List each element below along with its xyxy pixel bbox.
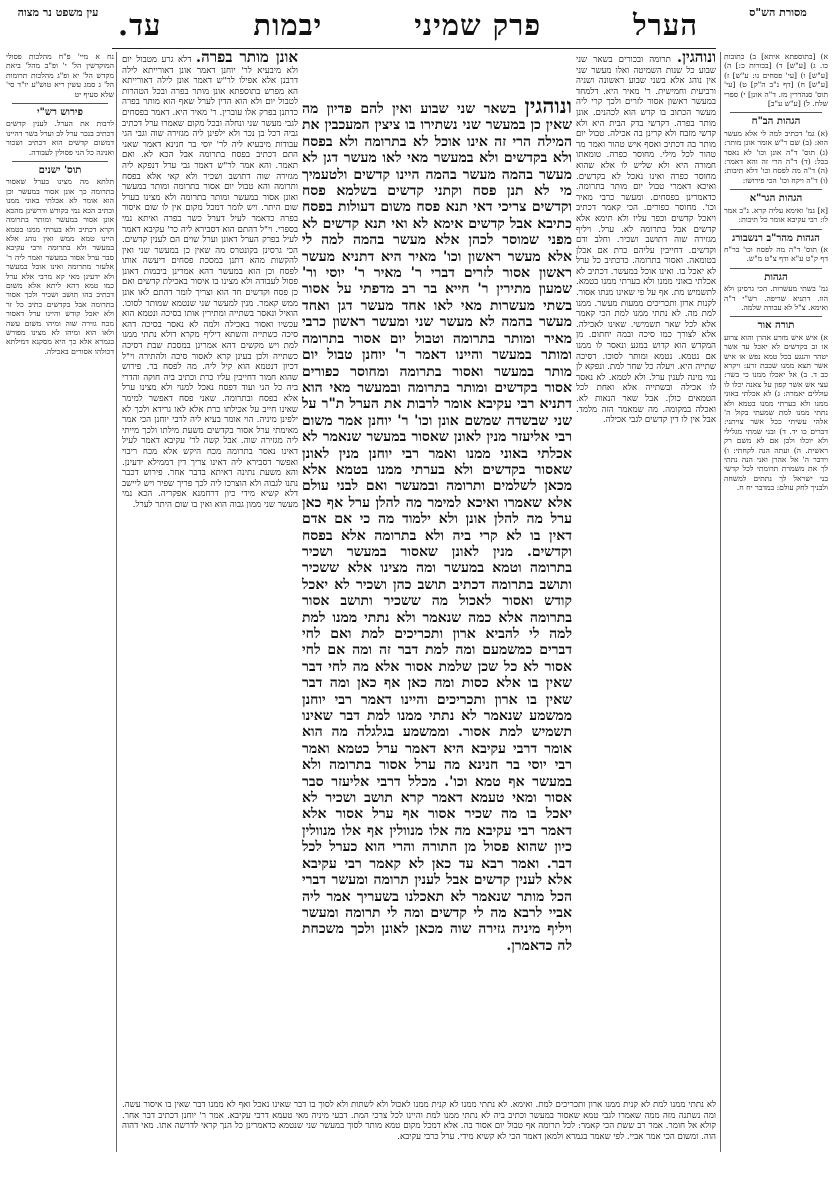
gemara-body: בשאר שני שבוע ואין להם פדיון מה שאין כן במעשר שני נשתירו בו ציצין המעכבין את המילה הרי זה אינו אוכל לא בתרומה ולא בפסח ולא בקדשים ולא במעשר מאי לאו מעשר דגן לא מעשר בהמה מעשר בהמה היינו קדשים ולטעמיך מי לא תנן פסח וקתני קדשים בשלמא פסח וקדשים צריכי דאי תנא פסח משום דעולות בפסח כתיבא אבל קדשים אימא לא ואי תנא קדשים לא מפני שמוסר לכהן אלא מעשר בהמה למה לי אלא מעשר ראשון וכו' מאיר היא דתניא מעשר ראשון אסור לזרים דברי ר' מאיר ר' יוסי ור' שמעון מתירין ר' חייא בר רב מדפתי על אסור בשתי מעשרות מאי לאו אחד מעשר דגן ואחד מעשר בהמה לא מעשר שני ומעשר ראשון כרבי מאיר ומותר בתרומה וטבול יום אסור בתרומה ומותר במעשר והיינו דאמר ר' יוחנן טבול יום מותר במעשר ואסור בתרומה ומחוסר כפורים אסור בקדשים ומותר בתרומה ובמעשר מאי הוא דתניא רבי עקיבא אומר לרבות את הערל ת"ר על שני שבשדה שמשם אונן וכו' ר' יוחנן אמר משום רבי אליעזר מנין לאונן שאסור במעשר שנאמר לא אכלתי באוני ממנו ואמר רבי יוחנן מנין לאונן שאסור בקדשים ולא בערתי ממנו בטמא אלא מכאן לשלמים ותרומה ובמעשר ואם לבני עולם אלא שאמרו ואיכא למימר מה להלן ערל אף כאן ערל מה להלן אונן ולא ילמוד מה כי אם אדם דאין בו לא קרי ביה ולא בתרומה אלא בפסח וקדשים. מנין לאונן שאסור במעשר ושכיר בתרומה וטמא במעשר ומה מצינו אלא ששכיר ותושב בתרומה דכתיב תושב כהן ושכיר לא יאכל קודש ואסור לאכול מה ששכיר ותושב אסור בתרומה אלא כמה שנאמר ולא נתתי ממנו למת למה לי להביא ארון ותכריכים למת ואם לחי דברים כמשמעם ומה למת דבר זה ומה אם לחי אסור לא כל שכן שלמת אסור אלא מה לחי דבר שאין בו אלא כסות ומה כאן אף כאן ומה דבר שאין בו ארון ותכריכים והיינו דאמר רבי יוחנן ממשמע שנאמר לא נתתי ממנו למת דבר שאינו תשמיש למת אסור. וממשמע בגלגלה מה הוא אומר דרבי עקיבא היא דאמר ערל כטמא ואמר רבי יוסי בר חנינא מה ערל אסור בתרומה ולא במעשר אף טמא וכו'. מכלל דרבי אליעזר סבר אסור ומאי טעמא דאמר קרא תושב ושכיר לא יאכל בו מה שכיר אסור אף ערל אסור אלא דאמר רבי עקיבא מה אלו מנוולין אף אלו מנוולין כיון שהוא פסול מן התורה והרי הוא כערל לכל דבר. [302, 101, 572, 872]
tosafot-mid: מה לפסח בר. פירוש שהוא חמור דחייבין עליו כרת וכתיב ביה חוקה והדרי ביה כל הני ועוד דפסח נאכל למנוי ולא מצינו ערל אלא בפסח ובתרומה. שאני פסח דאפשר למימר שאינו חייב על אכילתו כרת אלא לאו גרידא ולכך לא ילפינן מיניה. הוי אומר בעיא ליה לרבי יוחנן הכי אמר מאימתי ערל אסור בקדשים משעת מילתו ולכך מייתי ליה מגזירה שוה. אבל קשה לר' עקיבא דאמר לעיל דאינו נאסר בתרומה מכח היקש אלא מכח ריבוי ואפשר דסבירא ליה דאינו צריך דין דממילא ידעינן. [122, 362, 298, 468]
rashi-column [576, 52, 716, 1097]
divider [730, 268, 822, 269]
masoret-notes: א) [בתוספתא איתא] ב) כתובות כו. ג) [ע"ש] ד) [בכורות כ:] ה) [ע"ש] ו) [עי' פסחים נו: ע"ש] ז) [ע"ש] ח) [דף נ"ב ה"ק] ט) [עי' תוס' סנהדרין מז. ד"ה אונן] י) ספרי שלח. ל) [ע"ש ע"ב] [724, 52, 828, 109]
left-margin-column [6, 52, 114, 1072]
gemara-closing-lead: ואמר רבא [481, 855, 540, 872]
column-divider [720, 52, 721, 1152]
rashi-body: תרומה ובכורים בשאר שני שבוע כל שנות השמיטה ואלו מעשר שני אין נוהג אלא בשני שבוע ראשונה ושניה ורביעית וחמישית. ר' מאיר היא. דלמחד במעשר ראשון אסור לזרים ולכך קרי ליה מעשר הכתוב בו קדש הוא לכהנים. אונן מותר בפרה. דקדשי בדק הבית היא ולא קדשי מזבח ולא קרינן בה אכילה. טבול יום מותר בה דכתיב ואסף איש טהור ואמר מר טהור לכל מילי. מחוסר כפרה. טומאתו חמורה היא ולא שליש לו אלא שהוא מחוסר כפרה ואינו נאכל לא בקדשים. ואיכא דאמרי טבול יום מותר בתרומה. כדאמרינן בפסחים. ומעשר כרבי מאיר וכו'. מחוסר כפורים. הכי קאמר דכתיב ויאכל קדשים וכפר עליו ולא תימא אלא קדשים אבל בתרומה לא. ערל. ויליף מגזירה שוה דתושב ושכיר. וחלב ודם וקדשים. דחייבין עליהם כרת אם אכלן בטומאה. ואסור בתרומה. כדכתיב כל ערל לא יאכל בו. ואינו אוכל במעשר. דכתיב לא אכלתי באוני ממנו ולא בערתי ממנו בטמא. לתשמיש מת. אף על פי שאינו מנתו אסור. לקנות ארון ותכריכים ממעות מעשר. ממנו למת מה. לא נתתי ממנו למת הכי קאמר אלא לכל שאר תשמישי. שאינו לאכילה. אלא לצורך כמו סיכה ובמה יחתום. מן המקדש הוא קדוש במגע ונאסר לו ממנו אם נטמא. נטמא ומותר לסוכו. דסיכה שתייה היא. ויעלה כל שחר למת. ונפקא לן נמי מינה לענין ערל. ולא לטמא. לא נאסר לו אכילה ובשתייה אלא ואחת לכל הטמאים כולן. אבל שאר הנאות לא. ואכלה במקומה. מה שמאמר הזה מלמד. [576, 55, 716, 415]
tosafot-body: דלא גרע מטבול יום ולא מיבעיא לר' יוחנן דאמר אונן דאורייתא לילה דרבנן אלא אפילו לר"ש דאמר אונן לילה דאורייתא הא מפרש בתוספתא אונן מותר בפרה ובכל הטהרות לטבול יום ולא הוא הדין לערל שאף הוא מותר בפרה כדתנן בפרק אלו עוברין. ר' מאיר היא. דאמר בפסחים לגבי מעשר שני ונחלה ובכל מקום שאמרו ערל דכתיב גביה דכל בן נכר ולא ילפינן ליה מגזירה שוה וגבי הגי עבודות מיבעיא ליה לר' יוסי בר חנינא דאמר שאני התם דכתיב בפסח בתרומה אבל הכא לא. ואם תאמר. והא אמר לר"ש דאמר גבי ערל דנפקא ליה מגזירה שוה דתושב ושכיר ולא קאי אלא בפסח ותרומה והא טבול יום אסור בתרומה ומותר במעשר ואונן אסור במעשר ומותר בתרומה ולא מצינו בערל שום היתר. ויש לומר דמכל מקום אין לו שום איסור בפרה כדאמר לעיל דערל כשר בפרה ואיתא נמי בספרי. וי"ל דהתם הוא דסבירא ליה כר' עקיבא דאמר לעיל בפרק הערל דאונן וערל שוים הם לענין קדשים. הכי גרסינן בקונטרס מה שאין כן במעשר שני ואין להקשות מהא דתנן במסכת פסחים דיעשה אותו לפסח וכן הוא במעשר דהא אמרינן ביבמות דאונן פסול לעבודה ולא מצינו בו איסור באכילת קדשים ואם כן פסח וקדשים חד הוא וצריך לומר דהתם לאו אונן ממש קאמר. מנין למעשר שני שנטמא שמותר לסוכו. הואיל ונאסר בשתייה ומתירין אותו בסיכה ונטמא הוא עכשיו ואסור באכילה ולמה לא נאסר בסיכה דהא סיכה כשתייה והשתא דיליף מקרא דולא נתתי ממנו למת ויש מקשים דהא אמרינן במסכת שבת דסיכה כשתייה ולכן בעינן קרא לאסור סיכה ולהתירה וי"ל דכיון דנטמא הוא קיל ליה. [122, 55, 298, 373]
gemara-closing: עד כאן לא קאמר רבי עקיבא אלא לענין קדשים אבל לענין תרומה ומעשר דברי הכל מותר שנאמר לא תאכלנו בשעריך אמר ליה אביי לרבא מה לי קדשים ומה לי תרומה ומעשר ויליף מיניה גזירה שוה מכאן לאונן ולכך משכחת לה כדאמרן. [302, 855, 572, 954]
gemara-text [302, 96, 572, 1096]
divider [12, 103, 108, 104]
divider [730, 112, 822, 113]
hagahot-bach-title: הגהות הב"ח [751, 116, 801, 128]
hagra-text: [א] גמ' ואימא עליה קרא. נ"ב אמר לו: רבי עקיבא אומר כל תיבות: [724, 205, 828, 225]
perushei-title: פירוש רש"י [37, 107, 83, 119]
divider [730, 189, 822, 190]
tosafot-opening: אונן מותר בפרה. [195, 52, 298, 66]
rashi-tail: אבל אין לו דין קדשים לגבי אכילה. [602, 415, 716, 426]
ein-mishpat-notes: נח א מיי' פ"ח מהלכות פסולי המוקדשין הל' י' ופ"ב מהל' ביאת מקדש הל' יא ופ"ג מהלכות תרומות הל' ג סמג עשין ריא טוש"ע יו"ד סי' שלא סעיף יט [6, 52, 114, 99]
page-number: עד. [118, 7, 162, 42]
ein-mishpat-label: עין משפט נר מצוה [17, 6, 99, 19]
hagahot-bach-text: (א) גמ' דכתיב למה לי אלא מעשר הוא: (ב) שם ר"ש אומר אונן מותר: (ג) תוס' ד"ה אונן וכו' לא נאסר בכל: (ד) ד"ה הרי זה והא דאמר: (ה) ד"ה מה לפסח וכו' דלא תיבות: (ו) ד"ה ויקח וכו' הכי פירושו: [724, 128, 828, 185]
bottom-text: לא נתתי ממנו למת לא קנית ממנו ארון ותכריכים למת. ואימא. לא נתתי ממנו לא קנית ממנו לאכול ולא לשתות ולא לסוך בו דבר שאינו נאכל ואף לא ממנו דבר שאין בו איסור עשה. ומה נשתנה מזה ממה שאמרו לגבי טמא שאסור במעשר וכתיב ביה לא נתתי ממנו למת והיינו לכל צרכי המת. דבעי מיניה מאי טעמא דרבי עקיבא. אמר ר' יוחנן דכתיב דבר אחר. קולא אל חומר. אמר רב ששת הכי קאמר: לכל תרומה אף טבול יום אסור בה. אלא דמכל מקום טמא מותר לסוך במעשר שני שנטמא כדאמרינן כל הנך קראי לדרשה אתו. מאי דהוה הוה. ומשום הכי אמר אביי. לפי שאמר בגמרא ולמאן דאמר הכי לא קשיא מידי. ערל כרבי עקיבא. [122, 1100, 716, 1142]
masoret-label: מסורת הש"ס [749, 6, 807, 19]
torah-or-title: תורה אור [757, 320, 795, 332]
column-divider [116, 52, 117, 1152]
tractate-name: יבמות [253, 7, 323, 42]
perushei-rashi-text: לרבות את הערל. לענין קדשים דכתיב בנכר ערל לב וערל בשר דהיינו דמשום קדשים הוא דכתיב ושכור ואנינה כל הני פסולין לעבודה. [6, 119, 114, 157]
tosafot-closing: והא משעת נתינה דאיתא בדבר אחר. פירוש דכבר נתנו לגבוה ולא הוצרכו ליה לכך פריך שפיר ויש ליישב דלא קשיא מידי כיון דרחמנא אפקריה. הכא נמי מעשר שני ממון גבוה הוא ואין בו שום היתר לערל. [122, 468, 298, 510]
page-header [118, 6, 698, 44]
gemara-opening: ונוהגין [524, 96, 572, 118]
divider [730, 316, 822, 317]
torah-or-text: א) איש איש מזרע אהרן והוא צרוע או זב בקדשים לא יאכל עד אשר יטהר והנגע בכל טמא נפש או איש אשר תצא ממנו שכבת זרע: ויקרא כב ד. ב) אל יאכלו ממנו כי בשר: עצי אש אשר קפון על צאנה יכלו לו עוללים יאמרה: ג) לא אכלתי באוני ממנו ולא בערתי ממנו בטמא ולא נתתי ממנו למת שמעתי בקול ה' אלהי עשיתי ככל אשר צויתני: דברים כו יד. ד) ובני שמתי מגלילי ולא יוכלו ולכן אם לא משם רק ראשית. ה) ועתה הנה לקחתי: ו) וידבר ה' אל אהרן ואני הנה נתתי לך את משמרת תרומתי לכל קדשי בני ישראל לך נתתים למשחה ולבניך לחק עולם: במדבר יח ח. [724, 332, 828, 493]
rashi-opening: ונוהגין. [676, 52, 716, 66]
chapter-name: הערל [633, 7, 698, 42]
hagahot-text: גמ' בשתי מעשרות. הכי גרסינן ולא הוו. דתניא שריפה. רש"י ד"ה ואימא. צ"ל לא עבודה שלמה. [724, 284, 828, 312]
bottom-commentary [122, 1100, 716, 1172]
hagahot-title: הגהות [764, 271, 788, 283]
tosafot-column [122, 52, 298, 1097]
divider [730, 229, 822, 230]
tosafot-yeshanim-title: תוס' ישנים [38, 165, 82, 177]
maharav-text: א) תוס' ד"ה מה לפסח וכו' בר"ח דף ק"ט ע"א ודף צ"ט מ"ש. [724, 244, 828, 264]
hagra-title: הגהות הגר"א [749, 193, 803, 205]
right-margin-column [724, 52, 828, 1152]
header-rule [112, 48, 716, 49]
divider [12, 161, 108, 162]
tosafot-yeshanim-text: תלתא מה מצינו בערל שאסור בתרומה כך אונן אסור במעשר וכן הוא אומר לא אכלתי באוני ממנו וכתיב הכא נמי בקודש ודרשינן מהכא אונן אסור במעשר ומותר בתרומה וקרא דכתיב ולא בערתי ממנו בטמא היינו טמא ממש ואין נוהג אלא במעשר ולא בתרומה ורבי עקיבא סבר ערל אסור במעשר ואמר ליה ר' אלעזר מתרומה ואינו אוכל במעשר ולא ידעינן מאי קא מרבי אלא ערל כמו טמא דהא ליתא אלא משום דכתיב בהו תושב ושכיר ולכך אסור בתרומה אבל בקדשים כתיב כל זר ולא יאכל קודש והיינו ערל דאסור מכח גזירה שוה ומיהו משום עשה ולאו הוא ומיהו לא מצינו מפורש בגמרא אלא כך היא מסקנא דמילתא דכולהו אסורים באכילה. [6, 177, 114, 356]
chapter-title: פרק שמיני [414, 7, 542, 42]
maharav-title: הגהות מהר"ב רנשבורג [732, 232, 820, 244]
